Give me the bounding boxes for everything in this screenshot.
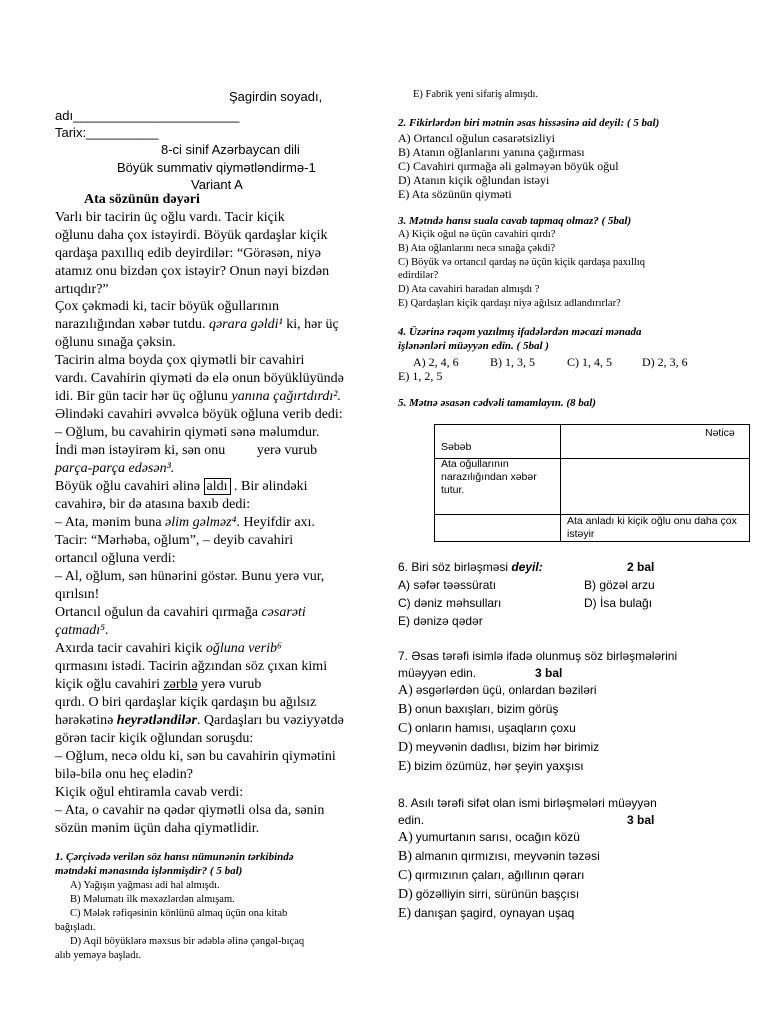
q4-stem: işlənənləri müəyyən edin. ( 5bal ) — [398, 340, 549, 352]
story-line: Tacir: “Mərhəba, oğlum”, – deyib cavahiri — [55, 533, 294, 548]
q3-option: edirdilər? — [398, 270, 439, 281]
story-line: – Oğlum, bu cavahirin qiyməti sənə məlumdur. — [55, 425, 320, 440]
q4-option-c: C) 1, 4, 5 — [567, 355, 612, 369]
q8-stem: edin. — [398, 813, 425, 827]
footnote-phrase: qərara gəldi¹ — [208, 317, 283, 332]
cause-result-table — [434, 424, 750, 542]
footnote-phrase: əlim gəlməz⁴ — [165, 515, 237, 530]
q1-option-a: A) Yağışın yağması adi hal almışdı. — [70, 880, 220, 891]
story-line: cavahirə, bir də atasına baxıb dedi: — [55, 497, 251, 512]
story-line: qırmasını istədi. Tacirin ağzından söz çıxan kimi — [55, 659, 328, 674]
q8-option-c: C) qırmızının çaları, ağıllının qərarı — [398, 868, 585, 883]
q8-stem: 8. Asılı tərəfi sifət olan ismi birləşmələri müəyyən — [398, 796, 657, 810]
surname-label: Şagirdin soyadı, — [229, 89, 323, 104]
q1-option-b: B) Məlumatı ilk məxəzlərdən almışam. — [70, 894, 235, 905]
story-line: kiçik oğlu cavahiri zərblə yerə vurub — [55, 677, 262, 692]
story-line: Axırda tacir cavahiri kiçik oğluna verib⁶ — [55, 641, 282, 656]
q3-option: D) Ata cavahiri haradan almışdı ? — [398, 284, 540, 295]
q2-option: B) Atanın oğlanlarını yanına çağırması — [398, 145, 585, 159]
q8-points: 3 bal — [627, 813, 655, 827]
story-line: oğlunu sınağa çəksin. — [55, 335, 176, 350]
underlined-word: zərblə — [163, 677, 198, 692]
q4-option-a: A) 2, 4, 6 — [413, 355, 459, 369]
story-line: qırdı. O biri qardaşlar kiçik qardaşın bu ağılsız — [55, 695, 317, 710]
story-line: bilə-bilə onu heç elədin? — [55, 767, 193, 782]
framed-word: aldı — [204, 478, 231, 495]
story-line: ortancıl oğluna verdi: — [55, 551, 176, 566]
q7-option-a: A) əsgərlərdən üçü, onlardan bəziləri — [398, 683, 597, 698]
q6-option-b: B) gözəl arzu — [584, 578, 655, 592]
story-line: vardı. Cavahirin qiyməti də elə onun böyüklüyündə — [55, 371, 344, 386]
variant-label: Variant A — [191, 177, 243, 192]
story-line: Böyük oğlu cavahiri əlinə aldı . Bir əlindəki — [55, 479, 308, 494]
table-header-cause: Səbəb — [441, 441, 472, 453]
story-line: görən tacir kiçik oğlundan soruşdu: — [55, 731, 254, 746]
q1-option-d: alıb yeməyə başladı. — [55, 950, 142, 961]
story-line: Ortancıl oğulun da cavahiri qırmağa cəsarəti — [55, 605, 306, 620]
story-line: hərəkətinə heyrətləndilər. Qardaşları bu vəziyyətdə — [55, 713, 344, 728]
subject-label: 8-ci sinif Azərbaycan dili — [161, 142, 300, 157]
q3-option: E) Qardaşları kiçik qardaşı niyə ağılsız adlandırırlar? — [398, 298, 621, 309]
q3-option: B) Ata oğlanlarını necə sınağa çəkdi? — [398, 243, 556, 254]
footnote-phrase: cəsarəti — [261, 605, 306, 620]
footnote-phrase: çatmadı⁵ — [55, 623, 105, 638]
table-header-result: Nəticə — [705, 427, 735, 439]
q6-option-a: A) səfər təəssüratı — [398, 578, 497, 592]
q4-option-e: E) 1, 2, 5 — [398, 369, 443, 383]
q4-option-b: B) 1, 3, 5 — [490, 355, 535, 369]
story-line: Əlindəki cavahiri əvvəlcə böyük oğluna verib dedi: — [55, 407, 343, 422]
story-line: qardaşa paxıllıq edib deyirdilər: “Görəsən, niyə — [55, 246, 321, 261]
footnote-phrase: yanına çağırtdırdı². — [231, 389, 341, 404]
story-line: Tacirin alma boyda çox qiymətli bir cavahiri — [55, 353, 305, 368]
q4-stem: 4. Üzərinə rəqəm yazılmış ifadələrdən məcazi mənada — [398, 326, 642, 338]
q6-option-e: E) dənizə qədər — [398, 614, 483, 628]
q3-stem: 3. Mətndə hansı suala cavab tapmaq olmaz? ( 5bal) — [398, 215, 632, 227]
story-line: Çox çəkmədi ki, tacir böyük oğullarının — [55, 299, 279, 314]
story-line: atamız onu bizdən çox istəyir? Onun nəyi bizdən — [55, 264, 330, 279]
table-cell-result: Ata anladı ki kiçik oğlu onu daha çox istəyir — [567, 515, 737, 540]
story-line: çatmadı⁵. — [55, 623, 109, 638]
story-line: İndi mən istəyirəm ki, sən onu yerə vurub — [55, 443, 318, 458]
q2-stem: 2. Fikirlərdən biri mətnin əsas hissəsinə aid deyil: ( 5 bal) — [398, 117, 660, 129]
story-line: parça-parça edəsən³. — [55, 461, 175, 476]
q6-points: 2 bal — [627, 560, 655, 574]
name-field: adı_______________________ — [55, 108, 240, 123]
story-title: Ata sözünün dəyəri — [84, 192, 200, 207]
q6-option-d: D) İsa bulağı — [584, 596, 653, 610]
q6-stem: 6. Biri söz birləşməsi deyil: — [398, 560, 543, 574]
assessment-label: Böyük summativ qiymətləndirmə-1 — [117, 160, 316, 175]
q8-option-a: A) yumurtanın sarısı, ocağın közü — [398, 830, 580, 845]
q2-option: A) Ortancıl oğulun cəsarətsizliyi — [398, 131, 555, 145]
q8-option-b: B) almanın qırmızısı, meyvənin təzəsi — [398, 849, 600, 864]
story-line: – Ata, o cavahir nə qədər qiymətli olsa da, sənin — [55, 803, 325, 818]
q7-stem: 7. Əsas tərəfi isimlə ifadə olunmuş söz birləşmələrini — [398, 649, 678, 663]
story-line: narazılığından xəbər tutdu. qərara gəldi¹ ki, hər üç — [55, 317, 339, 332]
q2-option: C) Cavahiri qırmağa əli gəlməyən böyük oğul — [398, 159, 619, 173]
q1-stem: 1. Çərçivədə verilən söz hansı nümunənin tərkibində — [55, 851, 294, 863]
story-line: artıqdır?” — [55, 282, 109, 297]
story-line: – Oğlum, necə oldu ki, sən bu cavahirin qiymətini — [55, 749, 336, 764]
q5-stem: 5. Mətnə əsasən cədvəli tamamlayın. (8 bal) — [398, 397, 596, 409]
footnote-phrase: oğluna verib⁶ — [205, 641, 282, 656]
q7-option-c: C) onların hamısı, uşaqların çoxu — [398, 721, 576, 736]
q3-option: A) Kiçik oğul nə üçün cavahiri qırdı? — [398, 229, 556, 240]
q2-option: E) Ata sözünün qiyməti — [398, 187, 512, 201]
q7-option-e: E) bizim özümüz, hər şeyin yaxşısı — [398, 759, 584, 774]
q1-stem: mətndəki mənasında işlənmişdir? ( 5 bal) — [55, 865, 243, 877]
story-line: Varlı bir tacirin üç oğlu vardı. Tacir kiçik — [55, 210, 285, 225]
story-line: oğlunu daha çox istəyirdi. Böyük qardaşlar kiçik — [55, 228, 328, 243]
story-line: idi. Bir gün tacir hər üç oğlunu yanına çağırtdırdı². — [55, 389, 341, 404]
q1-option-c: bağışladı. — [55, 922, 96, 933]
q7-stem: müəyyən edin. — [398, 666, 477, 680]
story-line: – Al, oğlum, sən hünərini göstər. Bunu yerə vur, — [55, 569, 325, 584]
q1-option-e: E) Fabrik yeni sifariş almışdı. — [413, 89, 539, 100]
q1-option-d: D) Aqil böyüklərə məxsus bir ədəblə əlinə çəngəl-bıçaq — [70, 936, 305, 947]
story-line: sözün mənim üçün daha qiymətlidir. — [55, 821, 260, 836]
story-line: qırılsın! — [55, 587, 100, 602]
story-line: – Ata, mənim buna əlim gəlməz⁴. Heyifdir axı. — [55, 515, 315, 530]
q4-option-d: D) 2, 3, 6 — [642, 355, 688, 369]
story-line: Kiçik oğul ehtiramla cavab verdi: — [55, 785, 244, 800]
q6-option-c: C) dəniz məhsulları — [398, 596, 502, 610]
q7-points: 3 bal — [535, 666, 563, 680]
table-cell-cause: Ata oğullarının narazılığından xəbər tutur. — [441, 458, 537, 496]
q8-option-e: E) danışan şagird, oynayan uşaq — [398, 906, 575, 921]
q7-option-b: B) onun baxışları, bizim görüş — [398, 702, 559, 717]
q7-option-d: D) meyvənin dadlısı, bizim hər birimiz — [398, 740, 600, 755]
date-field: Tarix:__________ — [55, 125, 159, 140]
emphasized-word: heyrətləndilər — [116, 713, 197, 728]
q1-option-c: C) Mələk rəfiqəsinin könlünü almaq üçün ona kitab — [70, 908, 288, 919]
q2-option: D) Atanın kiçik oğlundan istəyi — [398, 173, 550, 187]
q8-option-d: D) gözəlliyin sirri, sürünün başçısı — [398, 887, 580, 902]
q3-option: C) Böyük və ortancıl qardaş nə üçün kiçik qardaşa paxıllıq — [398, 257, 645, 268]
